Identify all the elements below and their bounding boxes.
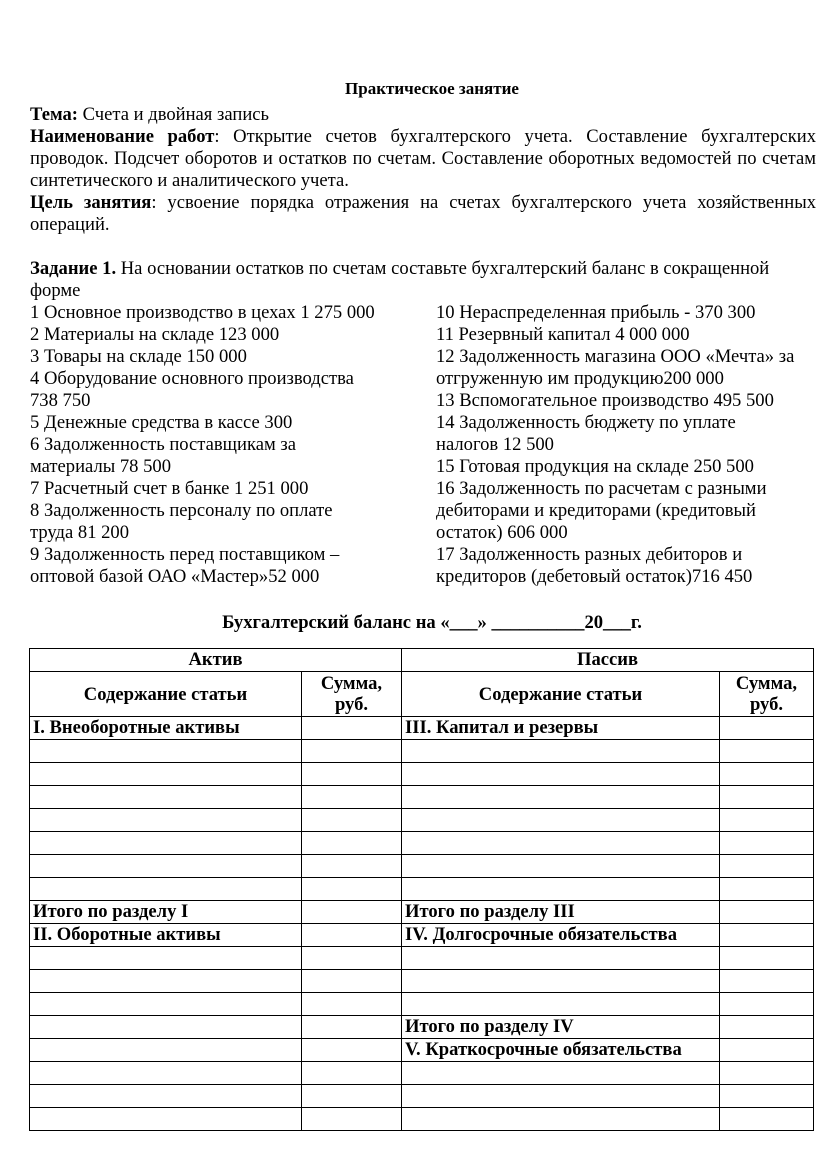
table-row xyxy=(30,1108,814,1131)
passiv-sum-cell xyxy=(720,947,814,970)
table-row xyxy=(30,993,814,1016)
accounts-left-column xyxy=(30,302,436,588)
works-paragraph xyxy=(30,126,816,192)
aktiv-sum-cell xyxy=(302,786,402,809)
account-item: 7 Расчетный счет в банке 1 251 000 xyxy=(30,478,309,499)
account-item: 5 Денежные средства в кассе 300 xyxy=(30,412,293,433)
account-item: 13 Вспомогательное производство 495 500 xyxy=(436,390,774,411)
document-page xyxy=(30,78,816,646)
aktiv-item-cell xyxy=(30,832,302,855)
table-row xyxy=(30,717,814,740)
account-item: 2 Материалы на складе 123 000 xyxy=(30,324,280,345)
passiv-sum-cell xyxy=(720,763,814,786)
account-item: 6 Задолженность поставщикам за материалы 78 500 xyxy=(30,434,296,477)
account-item: 17 Задолженность разных дебиторов и кредиторов (дебетовый остаток)716 450 xyxy=(436,544,753,587)
works-value: : Открытие счетов бухгалтерского учета. Составление бухгалтерских проводок. Подсчет оборотов и остатков по счетам. Составление оборотных ведомостей по счетам синтетического и аналитического учета. xyxy=(30,126,816,191)
passiv-sum-cell xyxy=(720,1062,814,1085)
account-item: 16 Задолженность по расчетам с разными дебиторами и кредиторами (кредитовый остаток) 606 000 xyxy=(436,478,767,543)
passiv-item-cell: V. Краткосрочные обязательства xyxy=(402,1039,720,1062)
table-row xyxy=(30,786,814,809)
account-item: 8 Задолженность персоналу по оплате труда 81 200 xyxy=(30,500,333,543)
aktiv-item-cell xyxy=(30,1039,302,1062)
table-row xyxy=(30,901,814,924)
aktiv-header: Актив xyxy=(30,649,402,672)
account-item: 3 Товары на складе 150 000 xyxy=(30,346,247,367)
accounts-list xyxy=(30,302,816,588)
task-label: Задание 1. xyxy=(30,258,117,279)
aktiv-item-cell xyxy=(30,947,302,970)
aktiv-item-cell xyxy=(30,1085,302,1108)
passiv-sum-cell xyxy=(720,993,814,1016)
aktiv-sum-cell xyxy=(302,1016,402,1039)
table-row xyxy=(30,1039,814,1062)
account-item: 9 Задолженность перед поставщиком – оптовой базой ОАО «Мастер»52 000 xyxy=(30,544,340,587)
table-row xyxy=(30,924,814,947)
passiv-sum-cell xyxy=(720,786,814,809)
passiv-sum-cell xyxy=(720,970,814,993)
passiv-sum-cell xyxy=(720,1085,814,1108)
passiv-sum-cell xyxy=(720,832,814,855)
aktiv-sum-cell xyxy=(302,717,402,740)
aktiv-sum-cell xyxy=(302,809,402,832)
aktiv-sum-header: Сумма, руб. xyxy=(302,672,402,717)
balance-subheader-row xyxy=(30,672,814,717)
passiv-header: Пассив xyxy=(402,649,814,672)
table-row xyxy=(30,970,814,993)
aktiv-item-cell xyxy=(30,970,302,993)
table-row xyxy=(30,947,814,970)
table-row xyxy=(30,832,814,855)
account-item: 10 Нераспределенная прибыль - 370 300 xyxy=(436,302,756,323)
passiv-item-cell: IV. Долгосрочные обязательства xyxy=(402,924,720,947)
passiv-item-cell xyxy=(402,878,720,901)
goal-value: : усвоение порядка отражения на счетах бухгалтерского учета хозяйственных операций. xyxy=(30,192,816,235)
aktiv-item-cell xyxy=(30,809,302,832)
table-row xyxy=(30,878,814,901)
balance-table xyxy=(29,648,814,1131)
passiv-sum-cell xyxy=(720,878,814,901)
balance-body xyxy=(30,717,814,1131)
works-label: Наименование работ xyxy=(30,126,215,147)
table-row xyxy=(30,740,814,763)
aktiv-sum-cell xyxy=(302,1108,402,1131)
aktiv-sum-cell xyxy=(302,993,402,1016)
aktiv-item-cell xyxy=(30,763,302,786)
passiv-sum-cell xyxy=(720,717,814,740)
passiv-item-cell xyxy=(402,855,720,878)
table-row xyxy=(30,1085,814,1108)
aktiv-sum-cell xyxy=(302,947,402,970)
aktiv-sum-cell xyxy=(302,924,402,947)
aktiv-sum-cell xyxy=(302,855,402,878)
aktiv-item-cell xyxy=(30,1062,302,1085)
aktiv-item-cell: II. Оборотные активы xyxy=(30,924,302,947)
passiv-item-cell xyxy=(402,993,720,1016)
account-item: 1 Основное производство в цехах 1 275 000 xyxy=(30,302,375,323)
aktiv-sum-cell xyxy=(302,878,402,901)
passiv-sum-cell xyxy=(720,1016,814,1039)
passiv-item-cell xyxy=(402,1085,720,1108)
aktiv-item-cell xyxy=(30,786,302,809)
passiv-item-cell xyxy=(402,763,720,786)
passiv-sum-header: Сумма, руб. xyxy=(720,672,814,717)
passiv-item-cell xyxy=(402,1108,720,1131)
table-row xyxy=(30,763,814,786)
passiv-item-cell xyxy=(402,947,720,970)
balance-title: Бухгалтерский баланс на «___» __________20___г. xyxy=(222,612,642,633)
passiv-sum-cell xyxy=(720,901,814,924)
passiv-sum-cell xyxy=(720,855,814,878)
passiv-sum-cell xyxy=(720,1039,814,1062)
passiv-sum-cell xyxy=(720,809,814,832)
aktiv-sum-cell xyxy=(302,970,402,993)
aktiv-sum-cell xyxy=(302,763,402,786)
aktiv-item-cell xyxy=(30,993,302,1016)
account-item: 11 Резервный капитал 4 000 000 xyxy=(436,324,690,345)
aktiv-item-cell xyxy=(30,878,302,901)
account-item: 15 Готовая продукция на складе 250 500 xyxy=(436,456,754,477)
theme-value: Счета и двойная запись xyxy=(77,104,269,125)
task-paragraph xyxy=(30,258,790,302)
passiv-item-cell xyxy=(402,809,720,832)
aktiv-sum-cell xyxy=(302,1062,402,1085)
aktiv-item-cell: I. Внеоборотные активы xyxy=(30,717,302,740)
table-row xyxy=(30,855,814,878)
aktiv-sum-cell xyxy=(302,901,402,924)
theme-line xyxy=(30,104,816,126)
goal-paragraph xyxy=(30,192,816,236)
table-row xyxy=(30,809,814,832)
passiv-item-cell xyxy=(402,786,720,809)
aktiv-content-header: Содержание статьи xyxy=(30,672,302,717)
accounts-right-column xyxy=(436,302,814,588)
aktiv-sum-cell xyxy=(302,1039,402,1062)
page-title: Практическое занятие xyxy=(345,79,519,98)
account-item: 14 Задолженность бюджету по уплате налогов 12 500 xyxy=(436,412,736,455)
passiv-content-header: Содержание статьи xyxy=(402,672,720,717)
passiv-item-cell: Итого по разделу III xyxy=(402,901,720,924)
passiv-item-cell: III. Капитал и резервы xyxy=(402,717,720,740)
passiv-item-cell: Итого по разделу IV xyxy=(402,1016,720,1039)
passiv-sum-cell xyxy=(720,740,814,763)
task-value: На основании остатков по счетам составьте бухгалтерский баланс в сокращенной форме xyxy=(30,258,770,301)
passiv-sum-cell xyxy=(720,1108,814,1131)
aktiv-sum-cell xyxy=(302,832,402,855)
aktiv-item-cell xyxy=(30,855,302,878)
theme-label: Тема: xyxy=(30,104,78,125)
passiv-sum-cell xyxy=(720,924,814,947)
table-row xyxy=(30,1016,814,1039)
aktiv-sum-cell xyxy=(302,740,402,763)
account-item: 12 Задолженность магазина ООО «Мечта» за отгруженную им продукцию200 000 xyxy=(436,346,795,389)
aktiv-item-cell xyxy=(30,1108,302,1131)
passiv-item-cell xyxy=(402,970,720,993)
aktiv-item-cell xyxy=(30,740,302,763)
aktiv-item-cell: Итого по разделу I xyxy=(30,901,302,924)
table-row xyxy=(30,1062,814,1085)
account-item: 4 Оборудование основного производства 738 750 xyxy=(30,368,354,411)
aktiv-sum-cell xyxy=(302,1085,402,1108)
passiv-item-cell xyxy=(402,832,720,855)
aktiv-item-cell xyxy=(30,1016,302,1039)
goal-label: Цель занятия xyxy=(30,192,152,213)
balance-header-row xyxy=(30,649,814,672)
passiv-item-cell xyxy=(402,740,720,763)
passiv-item-cell xyxy=(402,1062,720,1085)
